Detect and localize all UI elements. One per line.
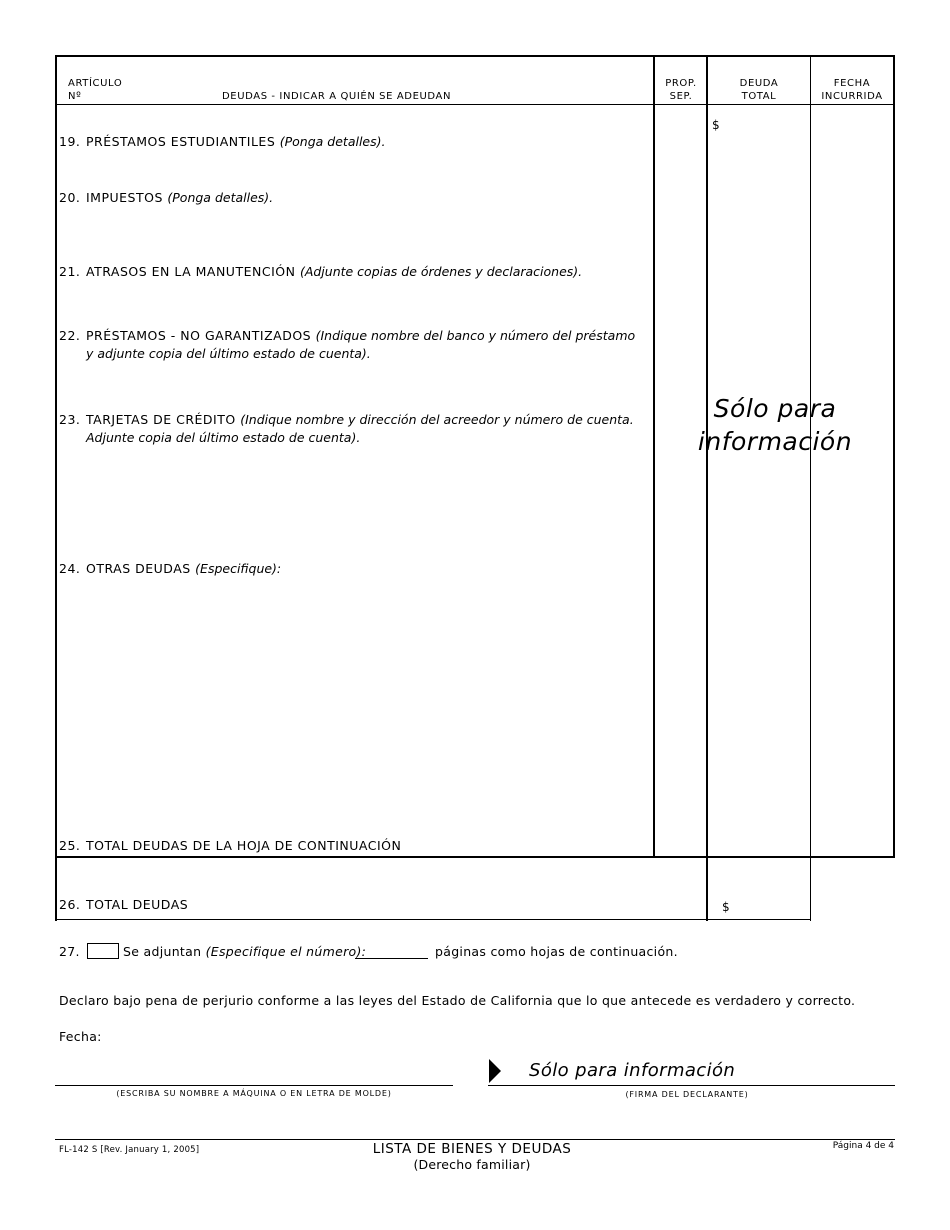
item-21: 21. ATRASOS EN LA MANUTENCIÓN (Adjunte copias de órdenes y declaraciones). [59, 264, 583, 279]
table-body-bottom [55, 856, 895, 858]
date-label: Fecha: [59, 1029, 102, 1044]
item-22: 22. PRÉSTAMOS - NO GARANTIZADOS (Indique nombre del banco y número del préstamo y adjunte copia del último estado de cuenta). [59, 328, 636, 361]
dollar-sign-total: $ [722, 900, 730, 914]
item-24: 24. OTRAS DEUDAS (Especifique): [59, 561, 282, 576]
signature-line[interactable] [488, 1085, 895, 1086]
header-prop-sep: PROP. SEP. [665, 78, 697, 102]
header-fecha-incurrida: FECHA INCURRIDA [821, 78, 883, 102]
name-line[interactable] [55, 1085, 453, 1086]
footer-rule [55, 1139, 895, 1140]
form-title [322, 1141, 622, 1173]
item-20: 20. IMPUESTOS (Ponga detalles). [59, 190, 274, 205]
item-27-number: 27. [59, 944, 80, 959]
name-caption: (ESCRIBA SU NOMBRE A MÁQUINA O EN LETRA DE MOLDE) [116, 1089, 392, 1098]
item-19: 19. PRÉSTAMOS ESTUDIANTILES (Ponga detalles). [59, 134, 386, 149]
item-25: 25. TOTAL DEUDAS DE LA HOJA DE CONTINUACIÓN [59, 838, 402, 853]
page-number: Página 4 de 4 [832, 1141, 894, 1151]
header-debts: DEUDAS - INDICAR A QUIÉN SE ADEUDAN [222, 91, 452, 102]
header-deuda-total: DEUDA TOTAL [739, 78, 779, 102]
col-divider-fecha [810, 55, 811, 921]
item-27-checkbox[interactable] [87, 943, 119, 959]
col-divider-prop [653, 55, 655, 858]
header-articulo: ARTÍCULO Nº [68, 78, 123, 102]
pages-count-field[interactable] [355, 957, 428, 959]
signature-stamp: Sólo para información [529, 1060, 736, 1081]
item-23: 23. TARJETAS DE CRÉDITO (Indique nombre y dirección del acreedor y número de cuenta. Adjunte copia del último estado de cuenta). [59, 412, 634, 445]
table-border-right [893, 55, 895, 858]
dollar-sign-first-row: $ [712, 118, 720, 132]
declaration-text: Declaro bajo pena de perjurio conforme a las leyes del Estado de California que lo que antecede es verdadero y correcto. [59, 993, 856, 1008]
form-title-main: LISTA DE BIENES Y DEUDAS [372, 1141, 572, 1157]
header-divider [55, 104, 895, 105]
item-27-text: Se adjuntan (Especifique el número): [123, 944, 367, 959]
table-border-left [55, 55, 57, 921]
info-only-stamp: Sólo para información [697, 394, 853, 456]
total-row-bottom [55, 919, 811, 920]
signature-caption: (FIRMA DEL DECLARANTE) [625, 1090, 749, 1099]
item-26: 26. TOTAL DEUDAS [59, 897, 189, 912]
arrow-right-icon [488, 1059, 502, 1083]
item-27-suffix: páginas como hojas de continuación. [435, 944, 678, 959]
col-divider-deuda [706, 55, 708, 921]
table-border-top [55, 55, 895, 57]
form-title-sub: (Derecho familiar) [413, 1157, 531, 1172]
form-id: FL-142 S [Rev. January 1, 2005] [59, 1145, 200, 1155]
